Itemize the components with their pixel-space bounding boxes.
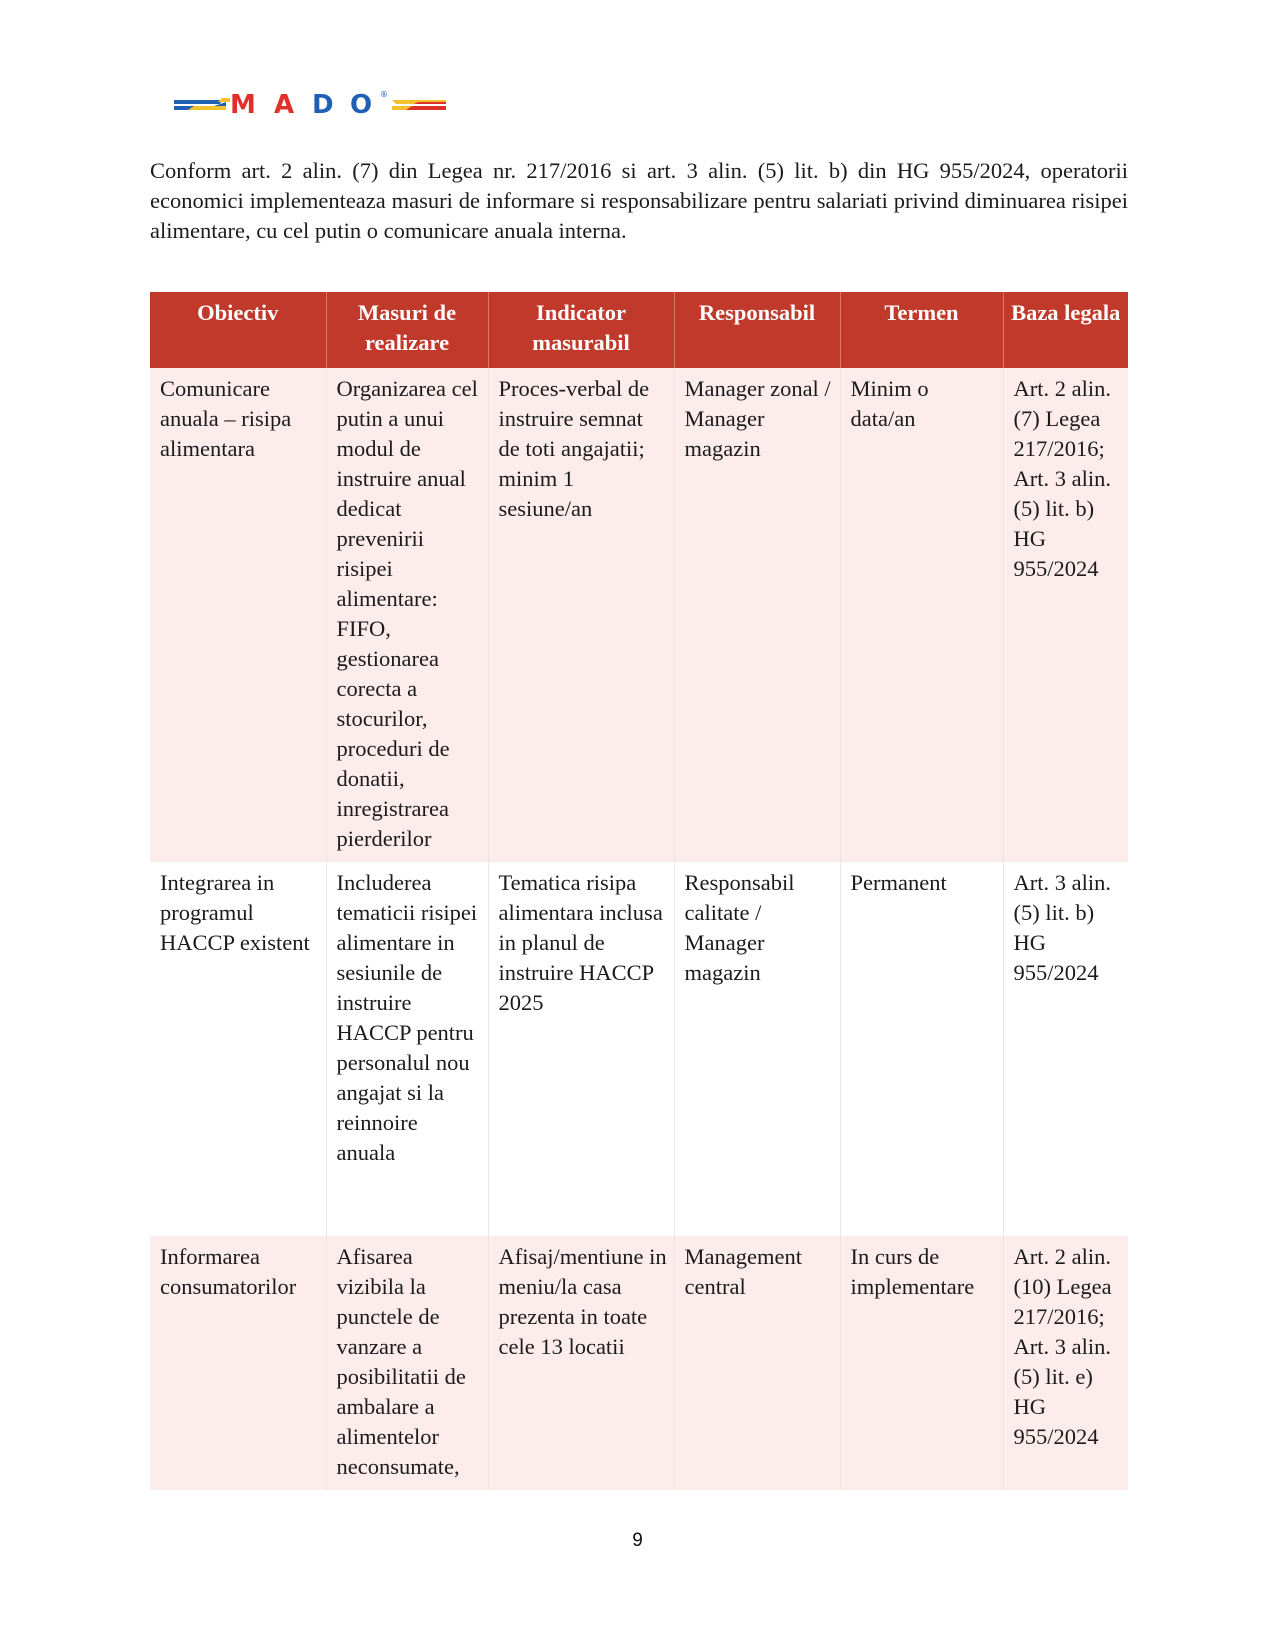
- cell-obiectiv: Informarea consumatorilor: [150, 1236, 326, 1490]
- cell-masuri: Organizarea cel putin a unui modul de instruire anual dedicat prevenirii risipei alimentare: FIFO, gestionarea corecta a stocurilor, proceduri de donatii, inregistrarea pierderilor: [326, 368, 488, 862]
- column-header-baza-legala: Baza legala: [1003, 292, 1128, 368]
- column-header-obiectiv: Obiectiv: [150, 292, 326, 368]
- table-header-row: [150, 292, 1128, 368]
- cell-baza-legala: Art. 3 alin. (5) lit. b) HG 955/2024: [1003, 862, 1128, 1236]
- page-number: 9: [632, 1530, 643, 1551]
- action-plan-table: [150, 292, 1128, 1490]
- cell-termen: Minim o data/an: [840, 368, 1003, 862]
- cell-responsabil: Responsabil calitate / Manager magazin: [674, 862, 840, 1236]
- svg-text:O: O: [350, 90, 379, 118]
- table-row: [150, 862, 1128, 1236]
- svg-text:A: A: [274, 90, 301, 118]
- cell-termen: Permanent: [840, 862, 1003, 1236]
- column-header-indicator: Indicator masurabil: [488, 292, 674, 368]
- table-row: [150, 1236, 1128, 1490]
- column-header-masuri: Masuri de realizare: [326, 292, 488, 368]
- svg-text:®: ®: [380, 90, 388, 99]
- cell-baza-legala: Art. 2 alin. (7) Legea 217/2016; Art. 3 alin. (5) lit. b) HG 955/2024: [1003, 368, 1128, 862]
- cell-responsabil: Manager zonal / Manager magazin: [674, 368, 840, 862]
- cell-termen: In curs de implementare: [840, 1236, 1003, 1490]
- cell-obiectiv: Integrarea in programul HACCP existent: [150, 862, 326, 1236]
- svg-text:D: D: [312, 90, 340, 118]
- cell-baza-legala: Art. 2 alin. (10) Legea 217/2016; Art. 3 alin. (5) lit. e) HG 955/2024: [1003, 1236, 1128, 1490]
- cell-masuri: Includerea tematicii risipei alimentare in sesiunile de instruire HACCP pentru personalul nou angajat si la reinnoire anuala: [326, 862, 488, 1236]
- column-header-responsabil: Responsabil: [674, 292, 840, 368]
- cell-indicator: Tematica risipa alimentara inclusa in planul de instruire HACCP 2025: [488, 862, 674, 1236]
- intro-paragraph: Conform art. 2 alin. (7) din Legea nr. 217/2016 si art. 3 alin. (5) lit. b) din HG 955/2024, operatorii economici implementeaza masuri de informare si responsabilizare pentru salariati privind diminuarea risipei alimentare, cu cel putin o comunicare anuala interna.: [150, 158, 1128, 243]
- table-row: [150, 368, 1128, 862]
- mado-logo-icon: [174, 88, 446, 118]
- cell-indicator: Proces-verbal de instruire semnat de toti angajatii; minim 1 sesiune/an: [488, 368, 674, 862]
- cell-indicator: Afisaj/mentiune in meniu/la casa prezenta in toate cele 13 locatii: [488, 1236, 674, 1490]
- column-header-termen: Termen: [840, 292, 1003, 368]
- svg-text:M: M: [230, 90, 262, 118]
- cell-obiectiv: Comunicare anuala – risipa alimentara: [150, 368, 326, 862]
- cell-responsabil: Management central: [674, 1236, 840, 1490]
- cell-masuri: Afisarea vizibila la punctele de vanzare a posibilitatii de ambalare a alimentelor neconsumate,: [326, 1236, 488, 1490]
- mado-logo: [174, 88, 446, 118]
